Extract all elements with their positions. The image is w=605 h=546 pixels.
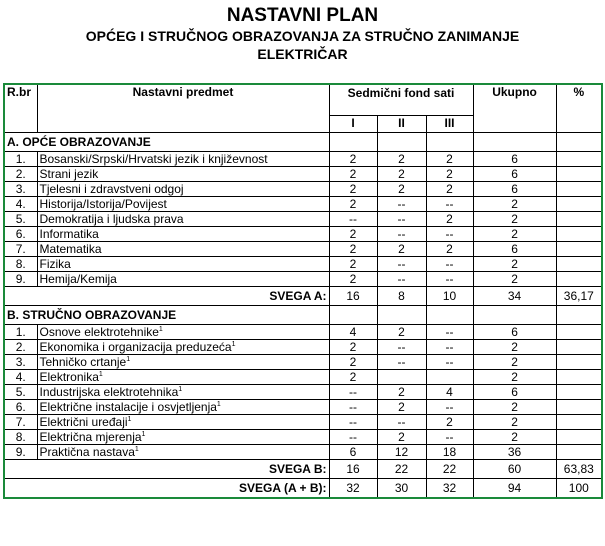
year-2-hours: 2 xyxy=(377,167,426,182)
year-3-hours: -- xyxy=(426,257,473,272)
total-hours: 2 xyxy=(473,197,556,212)
year-3-hours: -- xyxy=(426,400,473,415)
percent-cell xyxy=(556,370,602,385)
year-1-hours: -- xyxy=(329,415,377,430)
percent-cell xyxy=(556,385,602,400)
year-3-hours: 4 xyxy=(426,385,473,400)
footnote-marker: 1 xyxy=(231,341,236,348)
year-1-hours: 2 xyxy=(329,167,377,182)
year-2-hours: -- xyxy=(377,415,426,430)
subject-label: Demokratija i ljudska prava xyxy=(39,212,184,226)
year-1-hours: 2 xyxy=(329,355,377,370)
section-title: B. STRUČNO OBRAZOVANJE xyxy=(4,306,329,325)
subject-name xyxy=(37,430,329,445)
subject-name xyxy=(37,197,329,212)
subject-name xyxy=(37,227,329,242)
row-number: 1. xyxy=(4,325,37,340)
row-number: 2. xyxy=(4,167,37,182)
subject-row xyxy=(4,415,602,430)
empty-cell xyxy=(473,306,556,325)
year-1-hours: -- xyxy=(329,385,377,400)
subject-name xyxy=(37,355,329,370)
subject-row xyxy=(4,227,602,242)
percent-cell xyxy=(556,182,602,197)
percent-cell xyxy=(556,415,602,430)
row-number: 8. xyxy=(4,257,37,272)
subject-row xyxy=(4,167,602,182)
section-total-row xyxy=(4,287,602,306)
row-number: 5. xyxy=(4,212,37,227)
total-percent: 63,83 xyxy=(556,460,602,479)
subject-label: Električna mjerenja xyxy=(39,430,142,444)
section-header-row xyxy=(4,133,602,152)
empty-cell xyxy=(473,133,556,152)
subject-row xyxy=(4,152,602,167)
subject-row xyxy=(4,370,602,385)
year-2-hours: -- xyxy=(377,227,426,242)
year-1-hours: 2 xyxy=(329,182,377,197)
total-hours: 6 xyxy=(473,325,556,340)
subject-row xyxy=(4,355,602,370)
total-year-2: 8 xyxy=(377,287,426,306)
row-number: 9. xyxy=(4,272,37,287)
subject-row xyxy=(4,197,602,212)
year-1-hours: 2 xyxy=(329,242,377,257)
total-hours: 2 xyxy=(473,340,556,355)
header-subject: Nastavni predmet xyxy=(37,84,329,133)
grand-total-label: SVEGA (A + B): xyxy=(4,479,329,499)
year-1-hours: 2 xyxy=(329,340,377,355)
percent-cell xyxy=(556,325,602,340)
year-3-hours: 2 xyxy=(426,152,473,167)
total-sum: 34 xyxy=(473,287,556,306)
percent-cell xyxy=(556,212,602,227)
row-number: 4. xyxy=(4,197,37,212)
subject-row xyxy=(4,257,602,272)
year-3-hours: -- xyxy=(426,355,473,370)
empty-cell xyxy=(329,133,377,152)
percent-cell xyxy=(556,197,602,212)
header-year-2: II xyxy=(377,116,426,133)
header-percent: % xyxy=(556,84,602,133)
total-hours: 2 xyxy=(473,272,556,287)
subject-row xyxy=(4,385,602,400)
year-1-hours: -- xyxy=(329,430,377,445)
row-number: 3. xyxy=(4,355,37,370)
total-hours: 2 xyxy=(473,212,556,227)
total-year-1: 16 xyxy=(329,460,377,479)
row-number: 7. xyxy=(4,242,37,257)
percent-cell xyxy=(556,272,602,287)
subject-row xyxy=(4,445,602,460)
percent-cell xyxy=(556,242,602,257)
subject-row xyxy=(4,182,602,197)
subject-name xyxy=(37,340,329,355)
row-number: 9. xyxy=(4,445,37,460)
year-2-hours: 2 xyxy=(377,325,426,340)
year-3-hours: -- xyxy=(426,430,473,445)
subject-label: Strani jezik xyxy=(39,167,99,181)
header-year-1: I xyxy=(329,116,377,133)
curriculum-table xyxy=(3,83,603,499)
year-1-hours: 2 xyxy=(329,152,377,167)
subject-label: Osnove elektrotehnike xyxy=(39,325,159,339)
subject-name xyxy=(37,370,329,385)
grand-total-percent: 100 xyxy=(556,479,602,499)
year-3-hours: -- xyxy=(426,227,473,242)
footnote-marker: 1 xyxy=(98,371,103,378)
year-1-hours: 2 xyxy=(329,227,377,242)
subject-label: Elektronika xyxy=(39,370,99,384)
year-2-hours: -- xyxy=(377,340,426,355)
total-hours: 2 xyxy=(473,415,556,430)
subject-label: Električne instalacije i osvjetljenja xyxy=(39,400,217,414)
header-year-3: III xyxy=(426,116,473,133)
year-3-hours: -- xyxy=(426,272,473,287)
year-2-hours: -- xyxy=(377,272,426,287)
grand-total-row xyxy=(4,479,602,499)
footnote-marker: 1 xyxy=(158,326,163,333)
total-hours: 2 xyxy=(473,430,556,445)
subject-label: Tjelesni i zdravstveni odgoj xyxy=(39,182,184,196)
section-total-label: SVEGA B: xyxy=(4,460,329,479)
year-2-hours: 12 xyxy=(377,445,426,460)
year-3-hours: -- xyxy=(426,340,473,355)
row-number: 6. xyxy=(4,400,37,415)
total-year-3: 10 xyxy=(426,287,473,306)
percent-cell xyxy=(556,152,602,167)
row-number: 7. xyxy=(4,415,37,430)
footnote-marker: 1 xyxy=(126,356,131,363)
year-2-hours: 2 xyxy=(377,242,426,257)
subject-label: Historija/Istorija/Povijest xyxy=(39,197,167,211)
total-hours: 2 xyxy=(473,227,556,242)
subject-name xyxy=(37,400,329,415)
year-1-hours: 2 xyxy=(329,197,377,212)
subject-label: Električni uređaji xyxy=(39,415,128,429)
year-2-hours: 2 xyxy=(377,430,426,445)
year-2-hours: -- xyxy=(377,257,426,272)
row-number: 8. xyxy=(4,430,37,445)
empty-cell xyxy=(377,306,426,325)
empty-cell xyxy=(556,133,602,152)
grand-total-year-1: 32 xyxy=(329,479,377,499)
subject-label: Hemija/Kemija xyxy=(39,272,117,286)
subject-name xyxy=(37,212,329,227)
section-title: A. OPĆE OBRAZOVANJE xyxy=(4,133,329,152)
subject-label: Informatika xyxy=(39,227,99,241)
subject-name xyxy=(37,385,329,400)
year-1-hours: -- xyxy=(329,400,377,415)
total-hours: 2 xyxy=(473,370,556,385)
header-weekly-hours: Sedmični fond sati xyxy=(329,84,473,116)
row-number: 2. xyxy=(4,340,37,355)
subject-label: Industrijska elektrotehnika xyxy=(39,385,179,399)
empty-cell xyxy=(426,306,473,325)
total-hours: 6 xyxy=(473,242,556,257)
total-hours: 2 xyxy=(473,355,556,370)
percent-cell xyxy=(556,340,602,355)
row-number: 5. xyxy=(4,385,37,400)
subject-name xyxy=(37,182,329,197)
year-2-hours: -- xyxy=(377,355,426,370)
footnote-marker: 1 xyxy=(178,386,183,393)
percent-cell xyxy=(556,400,602,415)
subject-name xyxy=(37,257,329,272)
empty-cell xyxy=(329,306,377,325)
subject-name xyxy=(37,152,329,167)
grand-total-sum: 94 xyxy=(473,479,556,499)
year-3-hours: 2 xyxy=(426,167,473,182)
total-hours: 6 xyxy=(473,152,556,167)
footnote-marker: 1 xyxy=(127,416,132,423)
year-1-hours: 2 xyxy=(329,257,377,272)
year-2-hours: 2 xyxy=(377,385,426,400)
row-number: 6. xyxy=(4,227,37,242)
page-header xyxy=(0,0,605,63)
total-year-1: 16 xyxy=(329,287,377,306)
row-number: 4. xyxy=(4,370,37,385)
occupation-title: ELEKTRIČAR xyxy=(257,46,348,62)
total-percent: 36,17 xyxy=(556,287,602,306)
subject-name xyxy=(37,167,329,182)
year-2-hours: 2 xyxy=(377,152,426,167)
footnote-marker: 1 xyxy=(141,431,146,438)
year-1-hours: -- xyxy=(329,212,377,227)
year-2-hours: 2 xyxy=(377,182,426,197)
subject-label: Tehničko crtanje xyxy=(39,355,127,369)
percent-cell xyxy=(556,227,602,242)
total-hours: 36 xyxy=(473,445,556,460)
total-hours: 2 xyxy=(473,257,556,272)
year-3-hours: 2 xyxy=(426,415,473,430)
empty-cell xyxy=(426,133,473,152)
subject-name xyxy=(37,272,329,287)
section-total-label: SVEGA A: xyxy=(4,287,329,306)
subject-row xyxy=(4,325,602,340)
year-3-hours: 2 xyxy=(426,182,473,197)
year-3-hours xyxy=(426,370,473,385)
year-2-hours: -- xyxy=(377,197,426,212)
subject-row xyxy=(4,272,602,287)
year-3-hours: 2 xyxy=(426,242,473,257)
subject-row xyxy=(4,242,602,257)
year-2-hours: 2 xyxy=(377,400,426,415)
percent-cell xyxy=(556,167,602,182)
percent-cell xyxy=(556,257,602,272)
total-hours: 6 xyxy=(473,182,556,197)
year-3-hours: -- xyxy=(426,197,473,212)
subject-label: Praktična nastava xyxy=(39,445,135,459)
total-year-2: 22 xyxy=(377,460,426,479)
footnote-marker: 1 xyxy=(134,446,139,453)
header-rbr: R.br xyxy=(4,84,37,133)
total-hours: 6 xyxy=(473,385,556,400)
empty-cell xyxy=(556,306,602,325)
row-number: 3. xyxy=(4,182,37,197)
row-number: 1. xyxy=(4,152,37,167)
subject-name xyxy=(37,415,329,430)
subject-row xyxy=(4,400,602,415)
subject-label: Bosanski/Srpski/Hrvatski jezik i književnost xyxy=(39,152,268,166)
total-year-3: 22 xyxy=(426,460,473,479)
year-1-hours: 4 xyxy=(329,325,377,340)
subject-label: Matematika xyxy=(39,242,102,256)
page-subtitle: OPĆEG I STRUČNOG OBRAZOVANJA ZA STRUČNO ZANIMANJE xyxy=(85,28,520,44)
subject-label: Fizika xyxy=(39,257,71,271)
header-total: Ukupno xyxy=(473,84,556,133)
subject-label: Ekonomika i organizacija preduzeća xyxy=(39,340,232,354)
empty-cell xyxy=(377,133,426,152)
total-hours: 6 xyxy=(473,167,556,182)
grand-total-year-2: 30 xyxy=(377,479,426,499)
subject-row xyxy=(4,430,602,445)
total-hours: 2 xyxy=(473,400,556,415)
year-1-hours: 2 xyxy=(329,272,377,287)
year-1-hours: 6 xyxy=(329,445,377,460)
year-1-hours: 2 xyxy=(329,370,377,385)
year-2-hours: -- xyxy=(377,212,426,227)
subject-name xyxy=(37,325,329,340)
subject-name xyxy=(37,242,329,257)
year-3-hours: -- xyxy=(426,325,473,340)
page-title: NASTAVNI PLAN xyxy=(226,5,379,26)
percent-cell xyxy=(556,355,602,370)
subject-name xyxy=(37,445,329,460)
year-3-hours: 2 xyxy=(426,212,473,227)
total-sum: 60 xyxy=(473,460,556,479)
grand-total-year-3: 32 xyxy=(426,479,473,499)
subject-row xyxy=(4,340,602,355)
section-total-row xyxy=(4,460,602,479)
year-3-hours: 18 xyxy=(426,445,473,460)
footnote-marker: 1 xyxy=(216,401,221,408)
percent-cell xyxy=(556,445,602,460)
percent-cell xyxy=(556,430,602,445)
subject-row xyxy=(4,212,602,227)
section-header-row xyxy=(4,306,602,325)
year-2-hours xyxy=(377,370,426,385)
